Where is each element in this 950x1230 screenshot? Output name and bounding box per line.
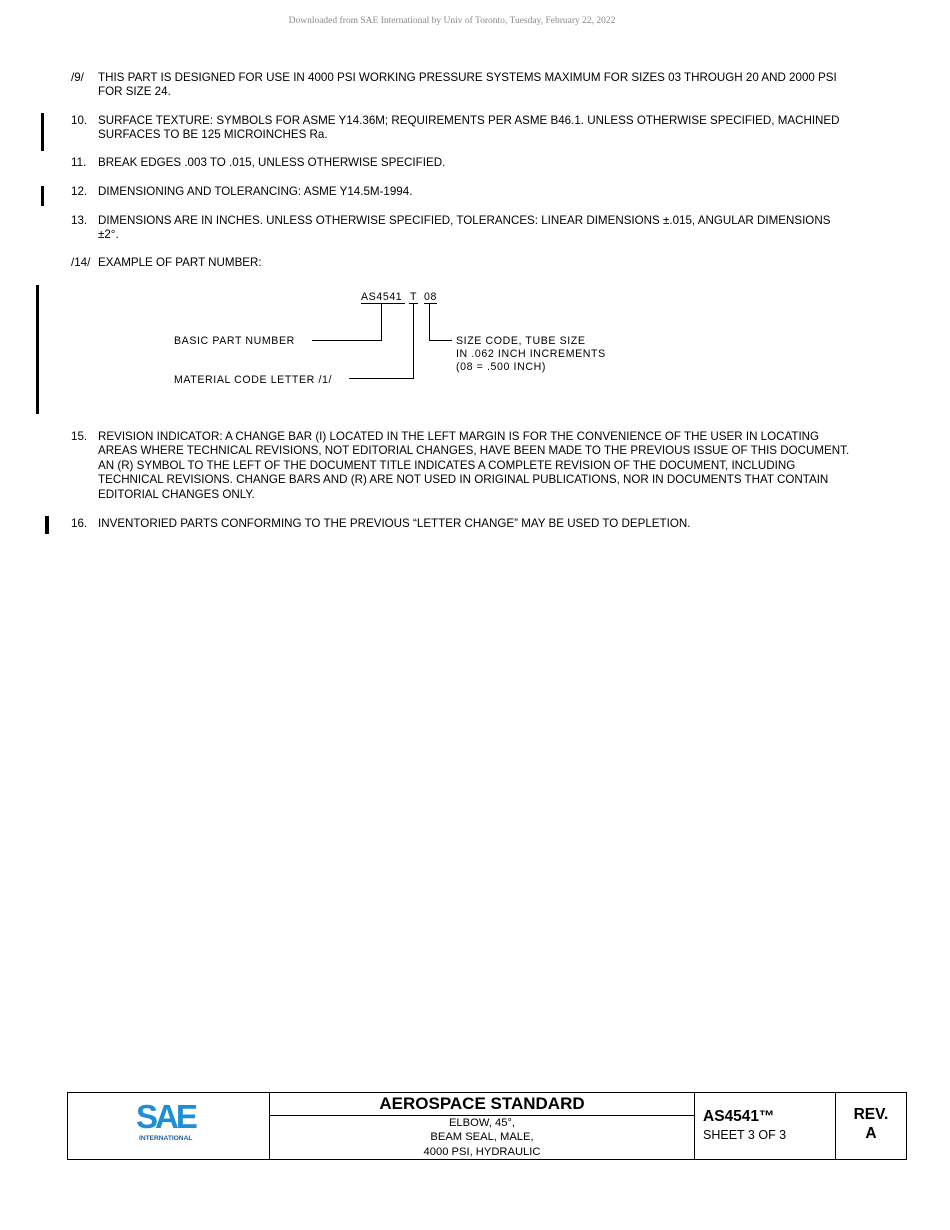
label-basic-part-number: BASIC PART NUMBER	[174, 335, 295, 347]
underline	[424, 303, 437, 304]
doc-number-cell	[695, 1093, 836, 1159]
title-block	[67, 1092, 907, 1160]
sheet-number: SHEET 3 OF 3	[703, 1128, 787, 1142]
part-description	[270, 1116, 694, 1159]
note-text: EXAMPLE OF PART NUMBER:	[98, 256, 262, 269]
document-heading: AEROSPACE STANDARD	[270, 1093, 694, 1116]
note-number: 13.	[71, 214, 88, 227]
change-bar	[36, 285, 39, 414]
logo-subtext: INTERNATIONAL	[139, 1135, 193, 1142]
note-11	[71, 156, 851, 170]
note-text: SURFACE TEXTURE: SYMBOLS FOR ASME Y14.36M; REQUIREMENTS PER ASME B46.1. UNLESS OTHERWISE SPECIFIED, MACHINED SURFACES TO BE 125 MICROINCHES Ra.	[98, 114, 840, 142]
note-number: 11.	[71, 156, 87, 169]
note-text: DIMENSIONING AND TOLERANCING: ASME Y14.5M-1994.	[98, 185, 413, 198]
leader-line	[349, 378, 414, 379]
note-14	[71, 256, 851, 270]
note-15	[71, 430, 851, 502]
note-text: BREAK EDGES .003 TO .015, UNLESS OTHERWISE SPECIFIED.	[98, 156, 446, 169]
change-bar	[41, 113, 44, 151]
change-bar	[45, 516, 49, 534]
sae-logo-icon	[134, 1098, 206, 1142]
note-text: THIS PART IS DESIGNED FOR USE IN 4000 PSI WORKING PRESSURE SYSTEMS MAXIMUM FOR SIZES 03 THROUGH 20 AND 2000 PSI FOR SIZE 24.	[98, 71, 837, 99]
revision-value: A	[865, 1125, 877, 1142]
note-number: 12.	[71, 185, 88, 198]
note-number: /14/	[71, 256, 91, 269]
leader-line	[429, 340, 452, 341]
note-number: /9/	[71, 71, 84, 84]
note-text: REVISION INDICATOR: A CHANGE BAR (I) LOCATED IN THE LEFT MARGIN IS FOR THE CONVENIENCE OF THE USER IN LOCATING AREAS WHERE TECHNICAL REVISIONS, NOT EDITORIAL CHANGES, HAVE BEEN MADE TO THE PREVIOUS ISSUE OF THIS DOCUMENT. AN (R) SYMBOL TO THE LEFT OF THE DOCUMENT TITLE INDICATES A COMPLETE REVISION OF THE DOCUMENT, INCLUDING TECHNICAL REVISIONS. CHANGE BARS AND (R) ARE NOT USED IN ORIGINAL PUBLICATIONS, NOR IN DOCUMENTS THAT CONTAIN EDITORIAL CHANGES ONLY.	[98, 430, 850, 501]
desc-line: BEAM SEAL, MALE,	[430, 1131, 534, 1144]
part-basic-number: AS4541	[361, 291, 403, 303]
change-bar	[41, 186, 44, 206]
leader-line	[381, 303, 382, 341]
underline	[361, 303, 405, 304]
note-16	[71, 517, 851, 531]
leader-line	[429, 303, 430, 341]
revision-label: REV.	[853, 1106, 889, 1123]
label-size-increments: IN .062 INCH INCREMENTS	[456, 348, 606, 360]
logo-cell	[68, 1093, 270, 1159]
note-12	[71, 185, 851, 199]
label-size-code: SIZE CODE, TUBE SIZE	[456, 335, 586, 347]
label-size-example: (08 = .500 INCH)	[456, 361, 546, 373]
desc-line: ELBOW, 45°,	[448, 1117, 516, 1129]
leader-line	[312, 340, 382, 341]
note-number: 16.	[71, 517, 88, 530]
revision-cell	[836, 1093, 906, 1159]
leader-line	[413, 303, 414, 379]
document-number: AS4541™	[703, 1108, 775, 1125]
note-text: DIMENSIONS ARE IN INCHES. UNLESS OTHERWISE SPECIFIED, TOLERANCES: LINEAR DIMENSIONS ±.015, ANGULAR DIMENSIONS ±2°.	[98, 214, 831, 242]
part-material-letter: T	[410, 291, 418, 303]
note-10	[71, 114, 851, 143]
note-number: 15.	[71, 430, 88, 443]
note-number: 10.	[71, 114, 88, 127]
note-9	[71, 71, 851, 100]
revision	[836, 1105, 906, 1143]
title-cell	[270, 1093, 695, 1159]
note-text: INVENTORIED PARTS CONFORMING TO THE PREVIOUS “LETTER CHANGE” MAY BE USED TO DEPLETION.	[98, 517, 691, 530]
desc-line: 4000 PSI, HYDRAULIC	[423, 1145, 541, 1158]
download-notice: Downloaded from SAE International by Univ of Toronto, Tuesday, February 22, 2022	[288, 16, 616, 26]
note-13	[71, 214, 851, 243]
label-material-code: MATERIAL CODE LETTER /1/	[174, 374, 333, 386]
logo-text: SAE	[136, 1098, 195, 1135]
part-size-code: 08	[424, 291, 437, 303]
